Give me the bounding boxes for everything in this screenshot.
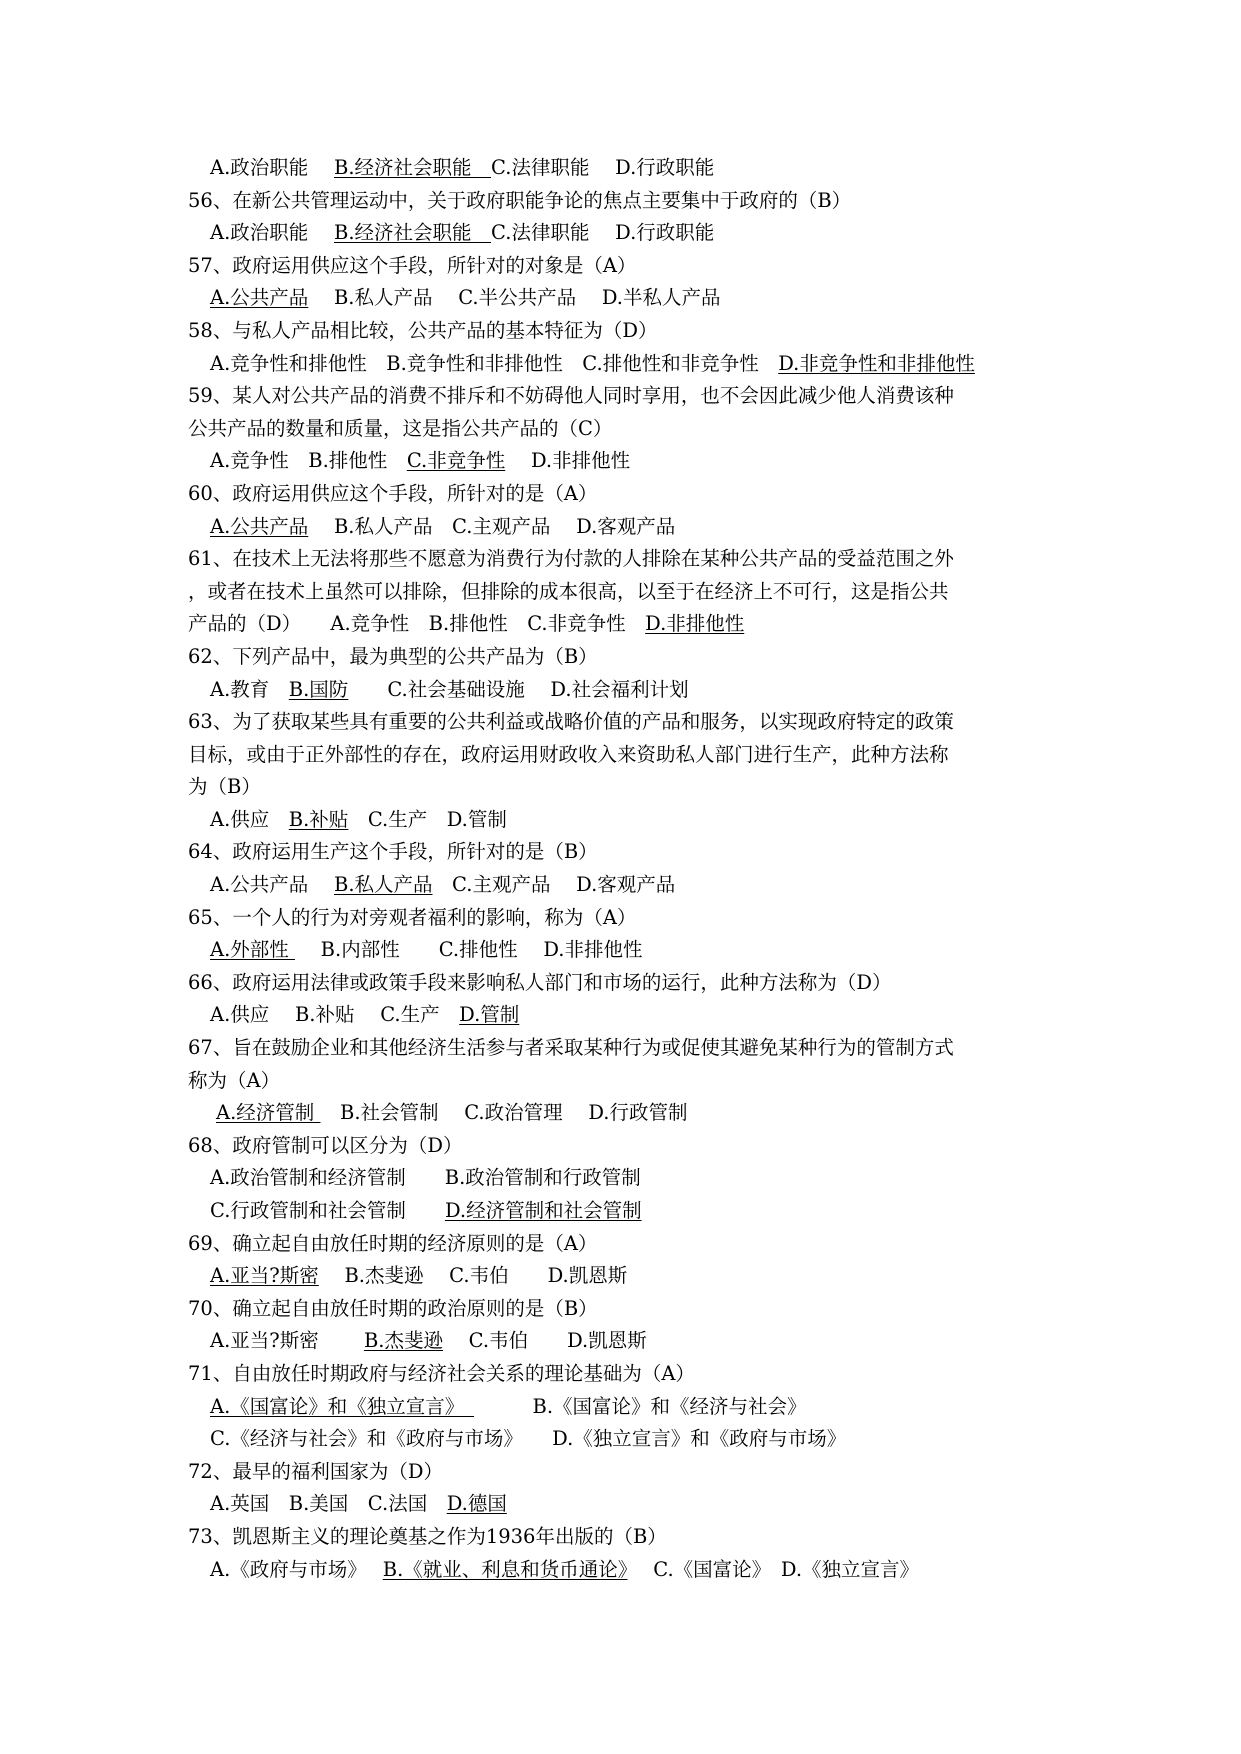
text-line [188, 185, 1068, 218]
text-segment: B.社会管制 C.政治管理 D.行政管制 [320, 1101, 688, 1125]
text-segment: 69、确立起自由放任时期的经济原则的是（A） [188, 1231, 598, 1255]
text-segment: 称为（A） [188, 1068, 281, 1092]
answer-underlined: A.《国富论》和《独立宣言》 [210, 1394, 475, 1418]
text-segment: 73、凯恩斯主义的理论奠基之作为1936年出版的（B） [188, 1524, 667, 1548]
text-segment: 63、为了获取某些具有重要的公共利益或战略价值的产品和服务，以实现政府特定的政策 [188, 710, 954, 734]
text-line [188, 934, 1068, 967]
text-segment: C.生产 D.管制 [348, 807, 507, 831]
text-segment: 60、政府运用供应这个手段，所针对的是（A） [188, 481, 598, 505]
answer-underlined: A.外部性 [210, 938, 295, 962]
text-segment: A.公共产品 [210, 873, 334, 897]
text-line [188, 511, 1068, 544]
document-page [188, 152, 1068, 1586]
text-line [188, 1097, 1068, 1130]
text-segment: 公共产品的数量和质量，这是指公共产品的（C） [188, 416, 613, 440]
answer-underlined: B.经济社会职能 [333, 156, 492, 179]
text-line [188, 999, 1068, 1032]
text-segment: 64、政府运用生产这个手段，所针对的是（B） [188, 840, 598, 864]
answer-underlined: A.经济管制 [216, 1101, 321, 1125]
text-line [188, 1456, 1068, 1489]
text-segment: 62、下列产品中，最为典型的公共产品为（B） [188, 644, 598, 668]
answer-underlined: A.亚当?斯密 [210, 1264, 319, 1288]
text-segment: C.韦伯 D.凯恩斯 [442, 1329, 647, 1353]
text-segment: 56、在新公共管理运动中，关于政府职能争论的焦点主要集中于政府的（B） [188, 188, 852, 212]
text-line [188, 1162, 1068, 1195]
text-line [188, 608, 1068, 641]
text-segment: A.竞争性 B.排他性 [210, 449, 407, 473]
text-segment: D.非排他性 [505, 449, 631, 473]
answer-underlined: C.非竞争性 [406, 449, 506, 473]
text-segment: B.私人产品 C.主观产品 D.客观产品 [308, 514, 676, 538]
answer-underlined: B.《就业、利息和货币通论》 [382, 1557, 628, 1581]
text-line [188, 902, 1068, 935]
answer-underlined: D.经济管制和社会管制 [444, 1199, 642, 1222]
text-line [188, 250, 1068, 283]
text-segment: 71、自由放任时期政府与经济社会关系的理论基础为（A） [188, 1361, 695, 1385]
text-line [188, 1293, 1068, 1326]
text-segment: A.政治职能 [210, 221, 334, 245]
text-line [188, 1554, 1068, 1587]
text-segment: C.《经济与社会》和《政府与市场》 D.《独立宣言》和《政府与市场》 [210, 1427, 847, 1451]
answer-underlined: D.德国 [446, 1492, 507, 1516]
text-segment: 67、旨在鼓励企业和其他经济生活参与者采取某种行为或促使其避免某种行为的管制方式 [188, 1036, 954, 1060]
text-segment: A.英国 B.美国 C.法国 [210, 1492, 447, 1516]
text-segment: C.社会基础设施 D.社会福利计划 [348, 677, 689, 701]
text-segment: B.《国富论》和《经济与社会》 [474, 1394, 807, 1418]
text-segment: 66、政府运用法律或政策手段来影响私人部门和市场的运行，此种方法称为（D） [188, 970, 892, 994]
text-segment: 68、政府管制可以区分为（D） [188, 1133, 463, 1157]
text-segment: 65、一个人的行为对旁观者福利的影响，称为（A） [188, 905, 637, 929]
answer-underlined: B.经济社会职能 [333, 221, 492, 245]
text-line [188, 1228, 1068, 1261]
text-line [188, 1521, 1068, 1554]
text-line [188, 543, 1068, 576]
text-line [188, 1065, 1068, 1098]
text-line [188, 576, 1068, 609]
text-line [188, 967, 1068, 1000]
text-line [188, 217, 1068, 250]
text-segment: 72、最早的福利国家为（D） [188, 1459, 443, 1483]
answer-underlined: A.公共产品 [210, 286, 309, 310]
text-line [188, 836, 1068, 869]
text-line [188, 445, 1068, 478]
text-line [188, 413, 1068, 446]
text-segment: A.《政府与市场》 [210, 1557, 383, 1581]
text-line [188, 1195, 1068, 1228]
text-line [188, 804, 1068, 837]
answer-underlined: D.非排他性 [645, 612, 745, 636]
text-line [188, 674, 1068, 707]
text-line [188, 152, 1068, 185]
text-segment: C.主观产品 D.客观产品 [432, 873, 676, 897]
text-line [188, 1032, 1068, 1065]
text-segment: 目标，或由于正外部性的存在，政府运用财政收入来资助私人部门进行生产，此种方法称 [188, 742, 949, 766]
answer-underlined: B.私人产品 [333, 873, 433, 897]
answer-underlined: B.杰斐逊 [363, 1329, 443, 1353]
text-line [188, 380, 1068, 413]
text-segment: 为（B） [188, 775, 261, 799]
text-segment: A.亚当?斯密 [210, 1329, 364, 1353]
text-line [188, 1130, 1068, 1163]
text-segment: 70、确立起自由放任时期的政治原则的是（B） [188, 1296, 598, 1320]
answer-underlined: B.国防 [288, 677, 349, 701]
text-line [188, 1423, 1068, 1456]
text-segment: A.教育 [210, 677, 289, 701]
text-segment: 61、在技术上无法将那些不愿意为消费行为付款的人排除在某种公共产品的受益范围之外 [188, 547, 954, 571]
text-segment: 58、与私人产品相比较，公共产品的基本特征为（D） [188, 318, 658, 342]
text-segment: C.《国富论》 D.《独立宣言》 [627, 1557, 920, 1581]
text-line [188, 739, 1068, 772]
text-line [188, 1260, 1068, 1293]
text-segment: A.供应 [210, 807, 289, 831]
text-segment: A.政治管制和经济管制 B.政治管制和行政管制 [210, 1166, 641, 1190]
text-segment: B.私人产品 C.半公共产品 D.半私人产品 [308, 286, 721, 310]
text-segment: B.杰斐逊 C.韦伯 D.凯恩斯 [318, 1264, 628, 1288]
text-segment: 59、某人对公共产品的消费不排斥和不妨碍他人同时享用，也不会因此减少他人消费该种 [188, 384, 954, 408]
text-line [188, 282, 1068, 315]
text-line [188, 1358, 1068, 1391]
text-line [188, 869, 1068, 902]
text-line [188, 1391, 1068, 1424]
text-line [188, 315, 1068, 348]
text-line [188, 706, 1068, 739]
text-segment: A.竞争性和排他性 B.竞争性和非排他性 C.排他性和非竞争性 [210, 351, 779, 375]
answer-underlined: D.管制 [459, 1003, 520, 1027]
text-line [188, 1325, 1068, 1358]
text-segment: C.法律职能 D.行政职能 [491, 156, 715, 179]
text-line [188, 348, 1068, 381]
text-segment: A.供应 B.补贴 C.生产 [210, 1003, 460, 1027]
text-segment: ，或者在技术上虽然可以排除，但排除的成本很高，以至于在经济上不可行，这是指公共 [188, 579, 949, 603]
text-segment: A.政治职能 [210, 156, 334, 179]
text-line [188, 1488, 1068, 1521]
text-segment: 产品的（D） A.竞争性 B.排他性 C.非竞争性 [188, 612, 646, 636]
text-segment: C.法律职能 D.行政职能 [491, 221, 715, 245]
text-segment: C.行政管制和社会管制 [210, 1199, 445, 1222]
text-segment: B.内部性 C.排他性 D.非排他性 [294, 938, 643, 962]
text-segment: 57、政府运用供应这个手段，所针对的对象是（A） [188, 253, 637, 277]
answer-underlined: A.公共产品 [210, 514, 309, 538]
answer-underlined: D.非竞争性和非排他性 [778, 351, 975, 375]
text-line [188, 478, 1068, 511]
answer-underlined: B.补贴 [288, 807, 349, 831]
text-line [188, 641, 1068, 674]
text-line [188, 771, 1068, 804]
